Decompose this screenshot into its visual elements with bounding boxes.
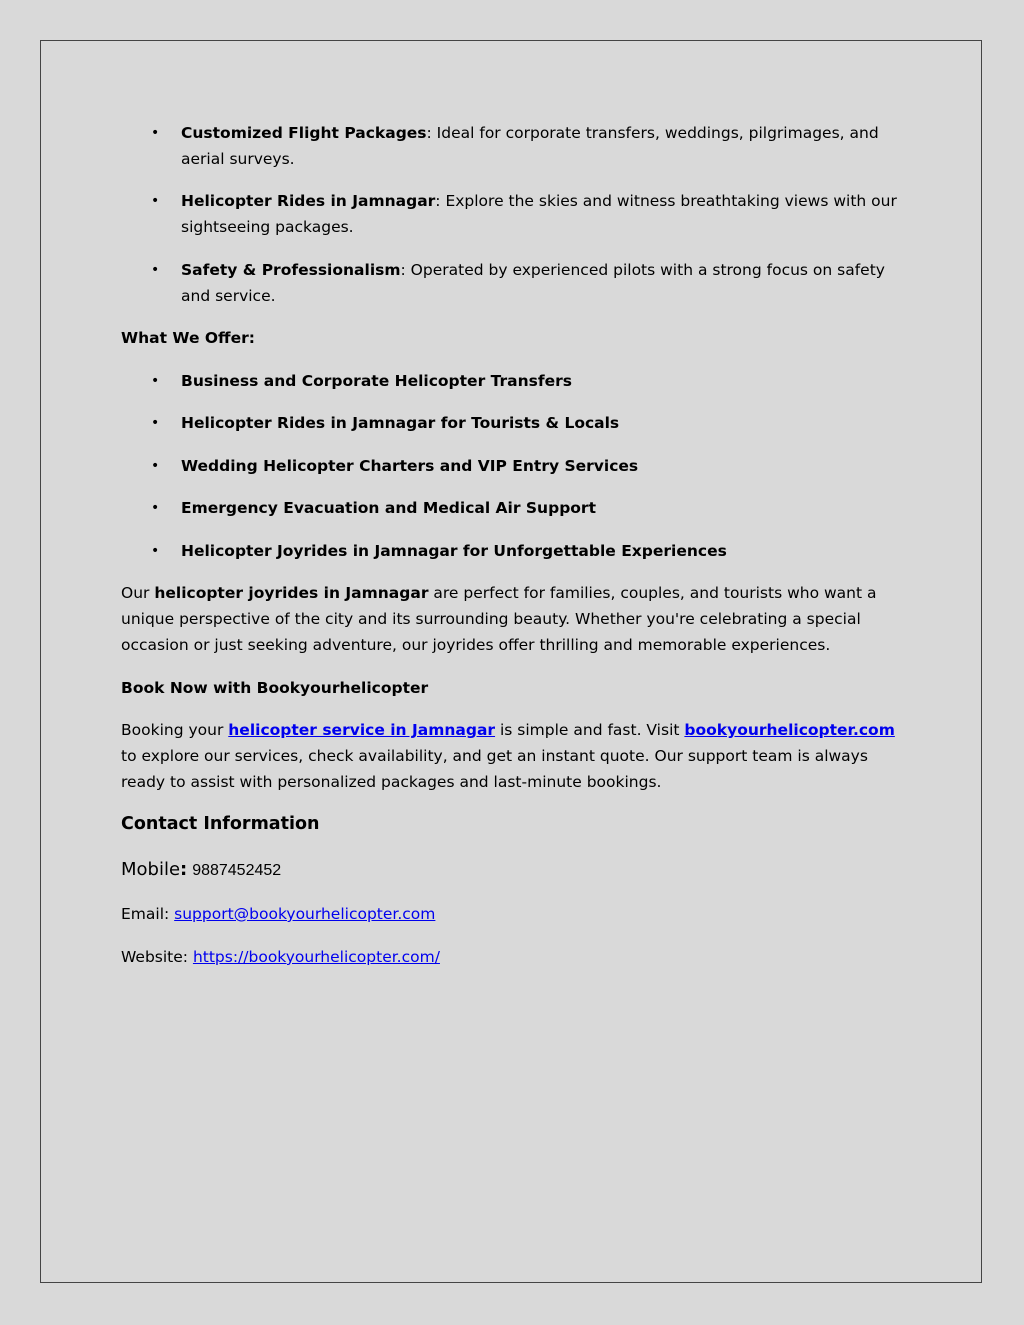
document-page [40, 40, 982, 1283]
intro-bullet [121, 120, 911, 172]
bullet-dot: • [151, 543, 160, 559]
offer-item-label: Helicopter Joyrides in Jamnagar for Unforgettable Experiences [181, 542, 727, 560]
contact-heading: Contact Information [121, 814, 320, 834]
helicopter-service-link[interactable]: helicopter service in Jamnagar [228, 721, 496, 739]
offer-item-label: Helicopter Rides in Jamnagar for Tourists & Locals [181, 414, 620, 432]
intro-bullet-title: Safety & Professionalism [181, 261, 401, 279]
email-label: Email: [121, 905, 175, 923]
intro-bullet-title: Helicopter Rides in Jamnagar [181, 192, 436, 210]
website-link[interactable]: https://bookyourhelicopter.com/ [192, 948, 440, 966]
email-link[interactable]: support@bookyourhelicopter.com [174, 905, 436, 923]
offer-item [121, 368, 911, 394]
bullet-dot: • [151, 262, 160, 278]
book-paragraph [121, 717, 911, 795]
mobile-label: Mobile [121, 859, 181, 880]
bullet-dot: • [151, 373, 160, 389]
intro-bullet-text: : Ideal for corporate transfers, weddings, pilgrimages, and aerial surveys. [181, 124, 879, 168]
offer-item-label: Emergency Evacuation and Medical Air Support [181, 499, 596, 517]
bullet-dot: • [151, 125, 160, 141]
bullet-dot: • [151, 458, 160, 474]
intro-bullet [121, 257, 911, 309]
offer-item [121, 495, 911, 521]
contact-mobile [121, 857, 911, 884]
offer-item-label: Wedding Helicopter Charters and VIP Entry Services [181, 457, 639, 475]
website-label: Website: [121, 948, 193, 966]
intro-bullet-title: Customized Flight Packages [181, 124, 427, 142]
contact-email [121, 901, 911, 927]
offer-item [121, 453, 911, 479]
mobile-colon: : [180, 859, 188, 880]
offer-item [121, 538, 911, 564]
bookyourhelicopter-link[interactable]: bookyourhelicopter.com [684, 721, 895, 739]
offer-heading: What We Offer: [121, 329, 255, 347]
book-text-post: to explore our services, check availability, and get an instant quote. Our support team is always ready to assist with personalized packages and last-minute bookings. [121, 747, 868, 791]
joyride-text-post: are perfect for families, couples, and tourists who want a unique perspective of the city and its surrounding beauty. Whether you're celebrating a special occasion or just seeking adventure, our joyrides offer thrilling and memorable experiences. [121, 584, 877, 654]
intro-bullet-text: : Operated by experienced pilots with a strong focus on safety and service. [181, 261, 885, 305]
joyride-text-pre: Our [121, 584, 155, 602]
bullet-dot: • [151, 415, 160, 431]
intro-bullet-text: : Explore the skies and witness breathtaking views with our sightseeing packages. [181, 192, 897, 236]
book-text-mid: is simple and fast. Visit [495, 721, 685, 739]
offer-item [121, 410, 911, 436]
book-heading: Book Now with Bookyourhelicopter [121, 679, 429, 697]
contact-website [121, 944, 911, 970]
joyride-paragraph [121, 580, 911, 658]
mobile-number: 9887452452 [192, 862, 282, 879]
bullet-dot: • [151, 500, 160, 516]
book-text-pre: Booking your [121, 721, 229, 739]
offer-item-label: Business and Corporate Helicopter Transfers [181, 372, 572, 390]
intro-bullet [121, 188, 911, 240]
joyride-text-bold: helicopter joyrides in Jamnagar [154, 584, 429, 602]
bullet-dot: • [151, 193, 160, 209]
